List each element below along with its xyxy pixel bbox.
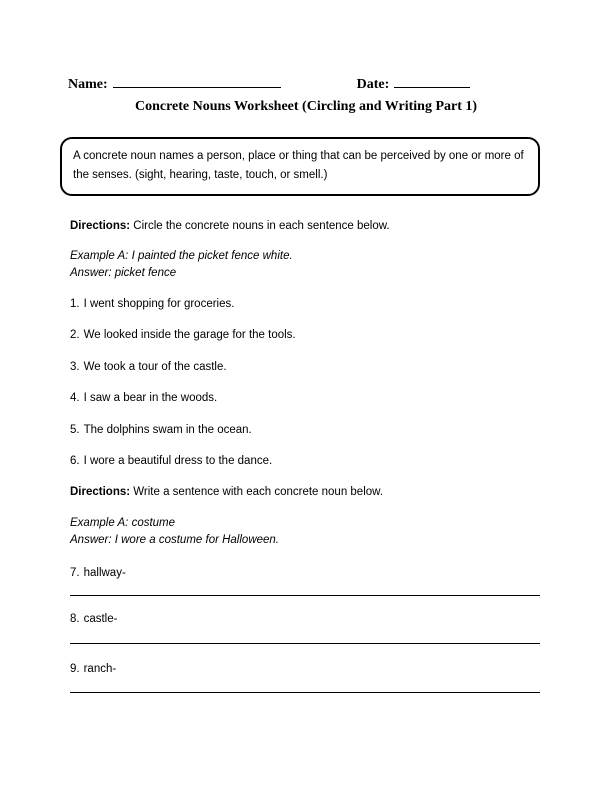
write-item-9 [70, 662, 116, 676]
item-word: hallway- [83, 567, 126, 579]
sentence-number: 3. [70, 361, 80, 373]
circle-directions-label: Directions: [70, 220, 131, 232]
sentence-number: 1. [70, 298, 80, 310]
write-example-prompt: Example A: costume [70, 517, 176, 529]
item-word: castle- [83, 613, 118, 625]
name-blank-line[interactable] [113, 74, 281, 88]
circle-directions [70, 219, 390, 233]
sentence-number: 4. [70, 392, 80, 404]
circle-directions-text: Circle the concrete nouns in each sentence below. [130, 220, 390, 232]
sentence-number: 6. [70, 455, 80, 467]
sentence-5 [70, 423, 252, 437]
sentence-4 [70, 391, 217, 405]
sentence-text: We took a tour of the castle. [83, 361, 227, 373]
write-item-8 [70, 612, 117, 626]
sentence-number: 5. [70, 424, 80, 436]
write-example [70, 515, 279, 549]
circle-example [70, 248, 293, 282]
write-directions-text: Write a sentence with each concrete noun below. [130, 486, 384, 498]
sentence-3 [70, 360, 227, 374]
sentence-text: I wore a beautiful dress to the dance. [83, 455, 273, 467]
sentence-1 [70, 297, 234, 311]
page-title: Concrete Nouns Worksheet (Circling and Writing Part 1) [134, 99, 478, 114]
definition-text: A concrete noun names a person, place or thing that can be perceived by one or more of the senses. (sight, hearing, taste, touch, or smell.) [73, 150, 524, 181]
write-item-7 [70, 566, 126, 580]
answer-line-9[interactable] [70, 692, 540, 693]
write-example-answer: Answer: I wore a costume for Halloween. [70, 534, 280, 546]
item-number: 9. [70, 663, 80, 675]
item-number: 8. [70, 613, 80, 625]
sentence-text: We looked inside the garage for the tools. [83, 329, 296, 341]
sentence-2 [70, 328, 296, 342]
name-label: Name: [68, 77, 108, 92]
header-row [68, 74, 548, 93]
item-word: ranch- [83, 663, 117, 675]
item-number: 7. [70, 567, 80, 579]
date-label: Date: [356, 77, 390, 92]
sentence-number: 2. [70, 329, 80, 341]
sentence-text: I saw a bear in the woods. [83, 392, 218, 404]
circle-example-prompt: Example A: I painted the picket fence white. [70, 250, 293, 262]
date-blank-line[interactable] [394, 74, 470, 88]
circle-example-answer: Answer: picket fence [70, 267, 177, 279]
write-directions-label: Directions: [70, 486, 131, 498]
sentence-text: The dolphins swam in the ocean. [83, 424, 252, 436]
write-directions [70, 485, 383, 499]
answer-line-8[interactable] [70, 643, 540, 644]
sentence-6 [70, 454, 272, 468]
answer-line-7[interactable] [70, 595, 540, 596]
sentence-text: I went shopping for groceries. [83, 298, 235, 310]
definition-box [60, 137, 540, 196]
